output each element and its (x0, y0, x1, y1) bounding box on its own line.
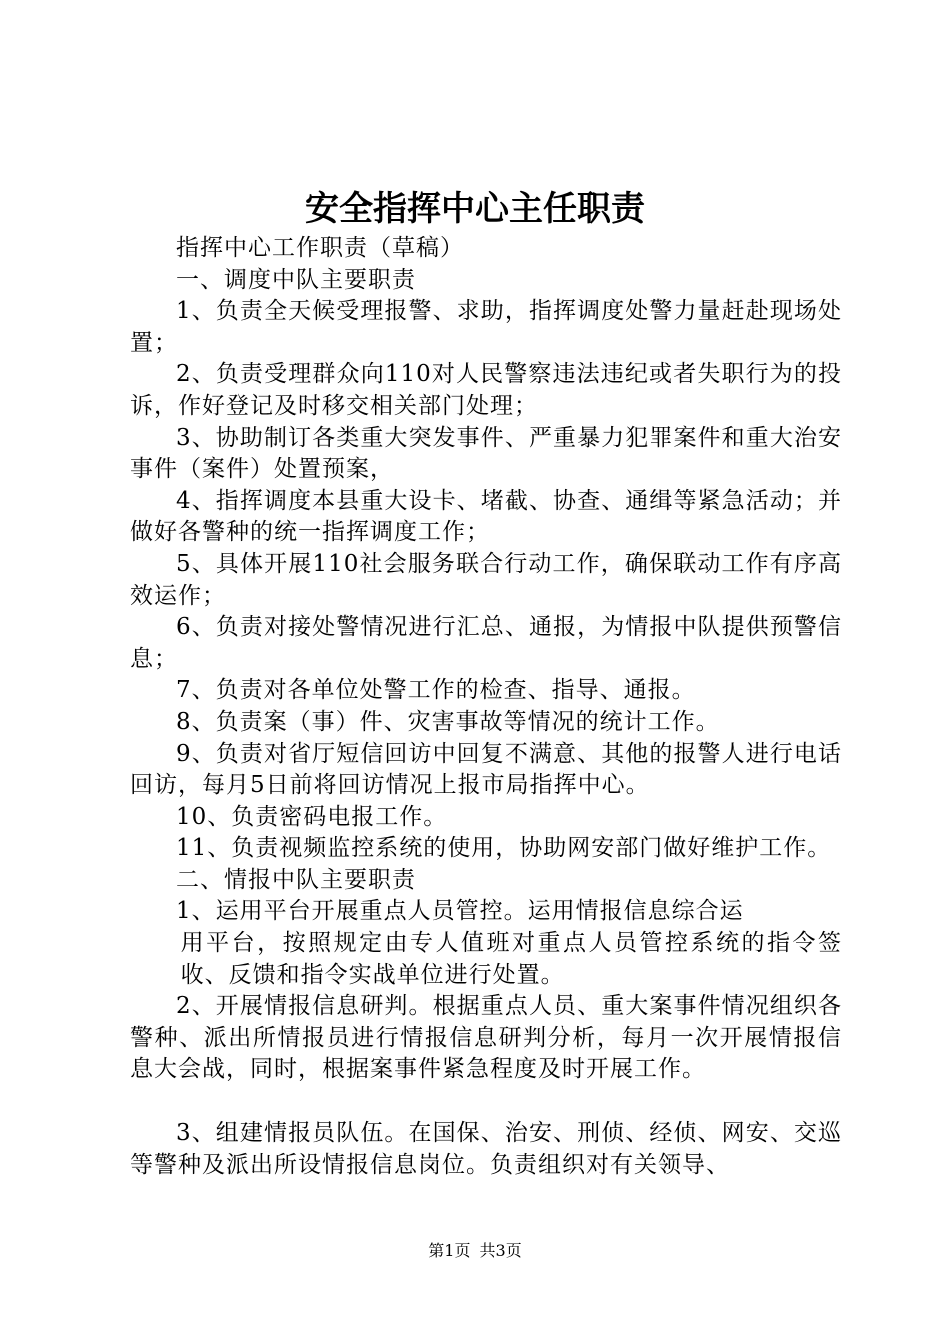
paragraph-item: 5、具体开展110社会服务联合行动工作，确保联动工作有序高效运作； (130, 550, 842, 609)
paragraph-item: 8、负责案（事）件、灾害事故等情况的统计工作。 (176, 708, 720, 735)
page-total: 共3页 (479, 1241, 522, 1260)
paragraph-item: 2、开展情报信息研判。根据重点人员、重大案事件情况组织各警种、派出所情报员进行情报信息研判分析，每月一次开展情报信息大会战，同时，根据案事件紧急程度及时开展工作。 (130, 993, 842, 1083)
paragraph-item: 10、负责密码电报工作。 (176, 803, 448, 830)
paragraph-item: 11、负责视频监控系统的使用，协助网安部门做好维护工作。 (176, 835, 832, 862)
document-title: 安全指挥中心主任职责 (305, 189, 645, 229)
paragraph-item: 3、组建情报员队伍。在国保、治安、刑侦、经侦、网安、交巡等警种及派出所设情报信息岗位。负责组织对有关领导、 (130, 1120, 842, 1178)
page-footer (0, 1240, 950, 1262)
paragraph-item: 7、负责对各单位处警工作的检查、指导、通报。 (176, 677, 696, 704)
paragraph-item: 1、负责全天候受理报警、求助，指挥调度处警力量赶赴现场处置； (130, 298, 842, 356)
paragraph-draft-heading: 指挥中心工作职责（草稿） (176, 235, 464, 261)
paragraph-item: 9、负责对省厅短信回访中回复不满意、其他的报警人进行电话回访，每月5日前将回访情况上报市局指挥中心。 (130, 740, 842, 799)
section-heading-dispatch: 一、调度中队主要职责 (176, 266, 416, 293)
section-heading-intelligence: 二、情报中队主要职责 (176, 866, 416, 893)
paragraph-item: 6、负责对接处警情况进行汇总、通报，为情报中队提供预警信息； (130, 614, 842, 672)
paragraph-item: 1、运用平台开展重点人员管控。运用情报信息综合运 (176, 898, 744, 925)
document-body (130, 233, 842, 1181)
paragraph-item: 2、负责受理群众向110对人民警察违法违纪或者失职行为的投诉，作好登记及时移交相关部门处理； (130, 361, 842, 419)
paragraph-item: 4、指挥调度本县重大设卡、堵截、协查、通缉等紧急活动；并做好各警种的统一指挥调度工作； (130, 487, 842, 546)
paragraph-item: 3、协助制订各类重大突发事件、严重暴力犯罪案件和重大治安事件（案件）处置预案， (130, 424, 842, 483)
paragraph-item-continuation: 用平台，按照规定由专人值班对重点人员管控系统的指令签收、反馈和指令实战单位进行处置。 (180, 930, 842, 988)
page-number: 第1页 (428, 1241, 471, 1260)
